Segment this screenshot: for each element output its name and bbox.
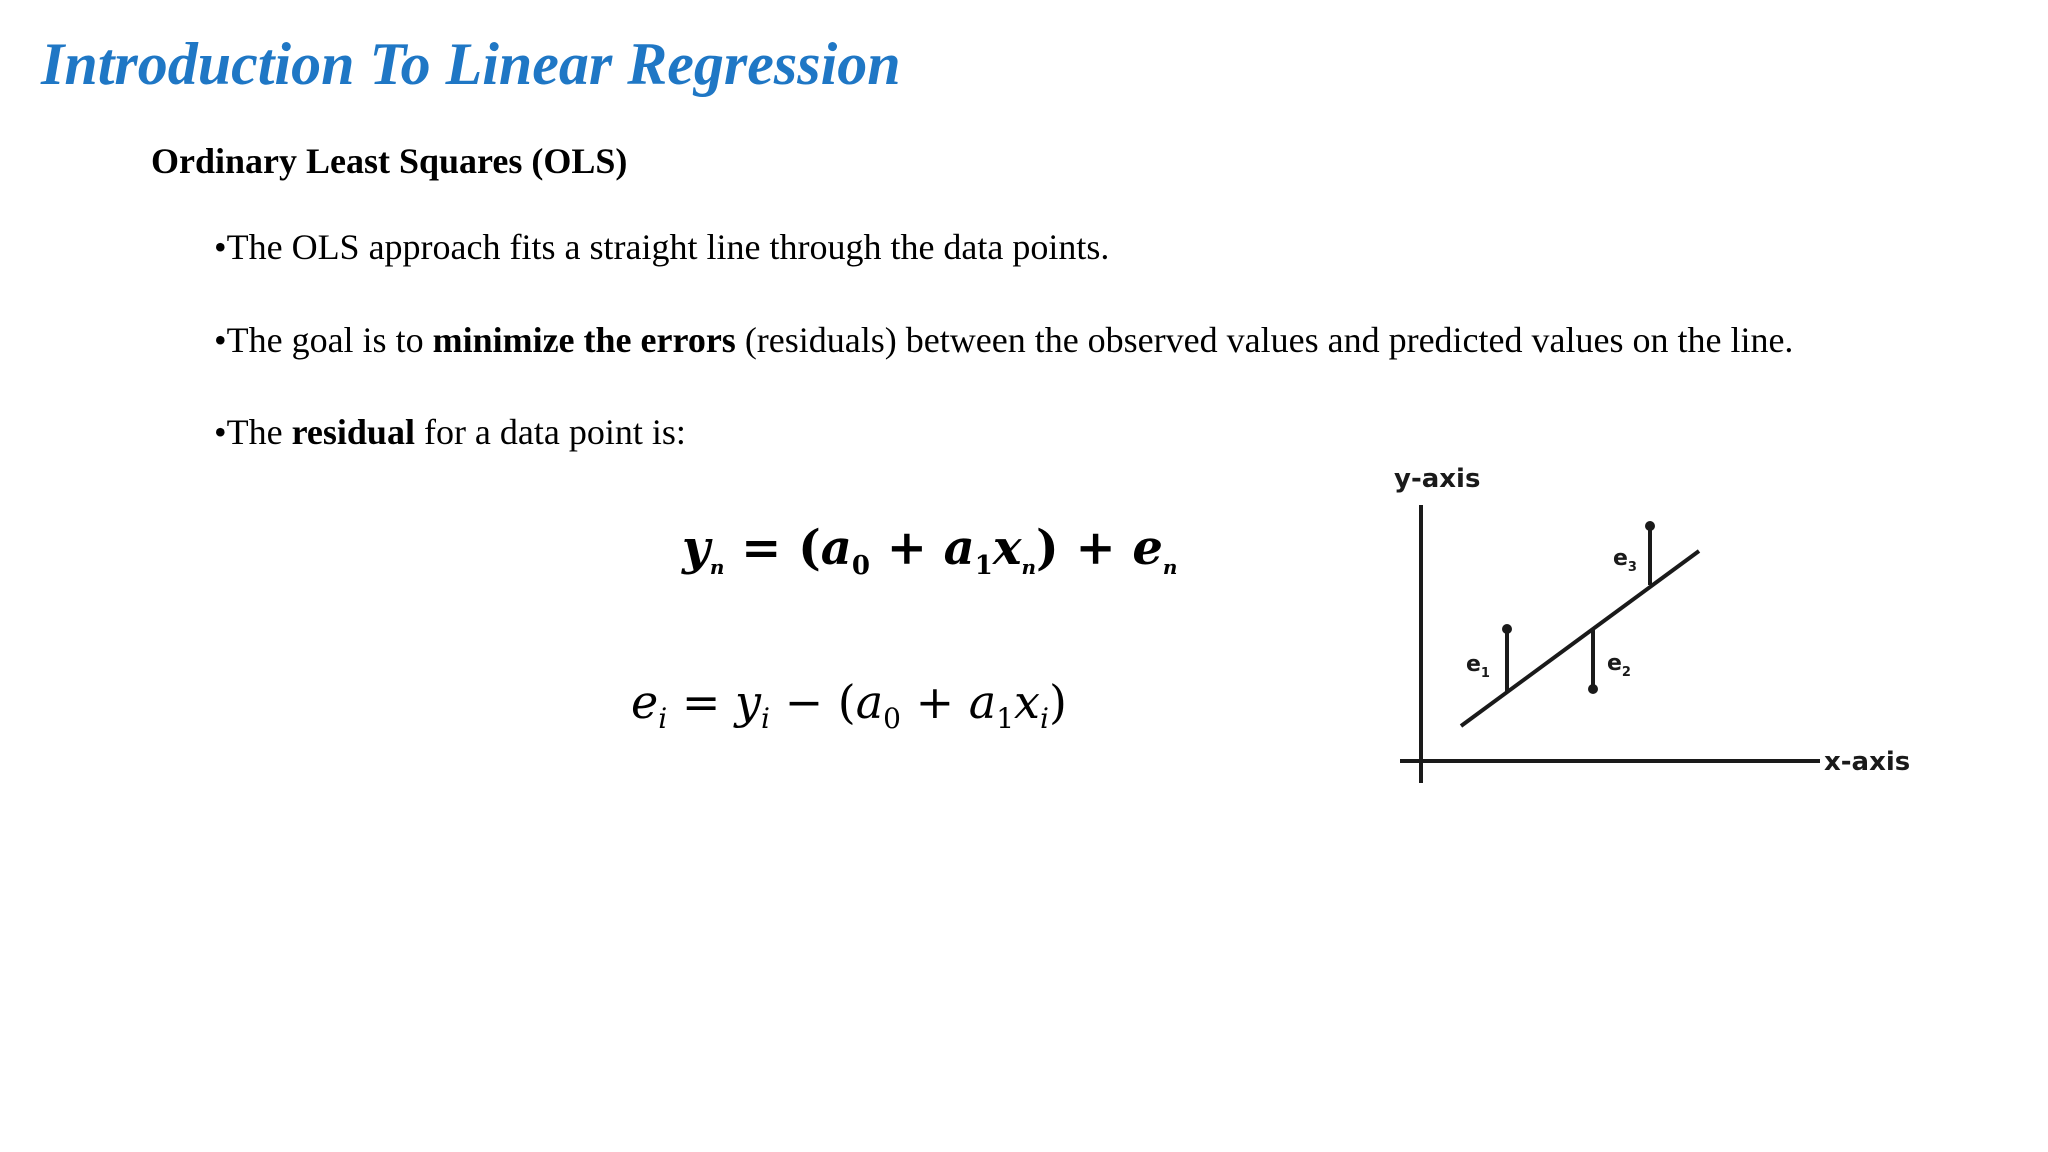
- data-point-2: [1588, 684, 1598, 694]
- residual-diagram-svg: [1380, 455, 1911, 795]
- residual-diagram: [1380, 455, 1911, 795]
- equation-residual: $e_i = y_i - (a_0 + a_1x_i)$: [631, 675, 1067, 735]
- data-point-1: [1502, 624, 1512, 634]
- section-heading: Ordinary Least Squares (OLS): [151, 141, 628, 181]
- data-point-3: [1645, 521, 1655, 531]
- residual-e3-label: $e_3$: [1613, 546, 1637, 575]
- residual-e2-label: $e_2$: [1607, 651, 1631, 680]
- regression-line: [1461, 551, 1699, 726]
- x-axis-label: x-axis: [1824, 747, 1911, 777]
- y-axis-label: y-axis: [1394, 464, 1481, 494]
- bullet-residual: •The residual for a data point is:: [214, 412, 686, 452]
- equation-model: $y_n = (a_0 + a_1x_n) + e_n$: [682, 520, 1178, 581]
- slide-title: Introduction To Linear Regression: [41, 31, 901, 97]
- residual-e1-label: $e_1$: [1466, 652, 1490, 681]
- bullet-ols-approach: •The OLS approach fits a straight line through the data points.: [214, 227, 1110, 267]
- bullet-goal: •The goal is to minimize the errors (residuals) between the observed values and predicted values on the line.: [214, 320, 1794, 360]
